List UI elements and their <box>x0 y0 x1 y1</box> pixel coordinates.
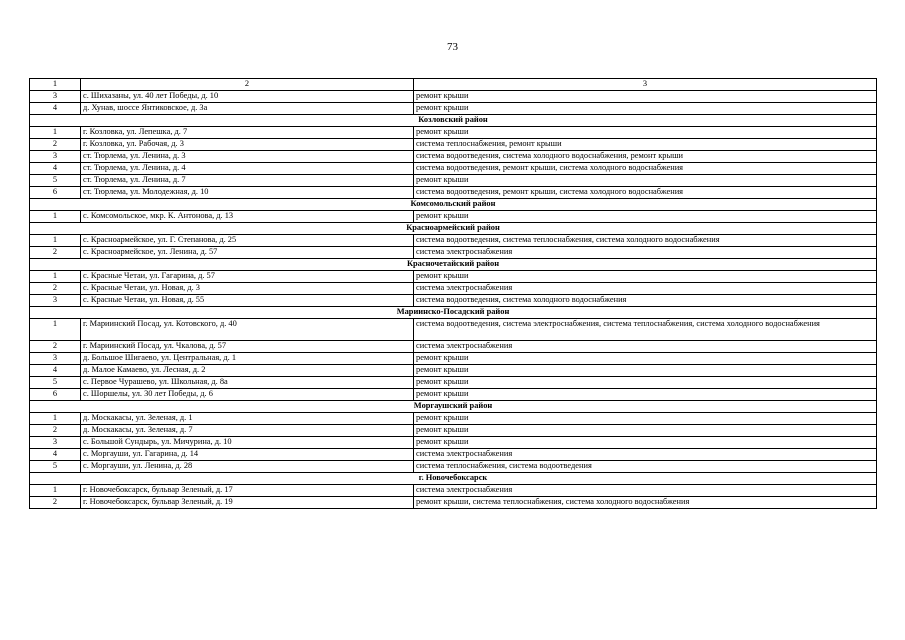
table-row <box>30 139 877 151</box>
work-type-cell: система теплоснабжения, ремонт крыши <box>414 139 877 151</box>
row-number-cell: 2 <box>30 497 81 509</box>
address-cell: д. Хунав, шоссе Янтиковское, д. 3а <box>81 103 414 115</box>
address-cell: г. Мариинский Посад, ул. Котовского, д. 40 <box>81 319 414 341</box>
address-cell: г. Козловка, ул. Рабочая, д. 3 <box>81 139 414 151</box>
row-number-cell: 6 <box>30 187 81 199</box>
row-number-cell: 2 <box>30 283 81 295</box>
address-cell: с. Красноармейское, ул. Г. Степанова, д. 25 <box>81 235 414 247</box>
address-cell: д. Большое Шигаево, ул. Центральная, д. 1 <box>81 353 414 365</box>
work-type-cell: ремонт крыши <box>414 127 877 139</box>
work-type-cell: ремонт крыши <box>414 377 877 389</box>
work-type-cell: система электроснабжения <box>414 341 877 353</box>
work-type-cell: система водоотведения, система холодного водоснабжения <box>414 295 877 307</box>
address-cell: г. Мариинский Посад, ул. Чкалова, д. 57 <box>81 341 414 353</box>
row-number-cell: 3 <box>30 437 81 449</box>
table-row <box>30 365 877 377</box>
section-header-row <box>30 199 877 211</box>
row-number-cell: 1 <box>30 485 81 497</box>
work-type-cell: ремонт крыши <box>414 353 877 365</box>
address-cell: с. Шоршелы, ул. 30 лет Победы, д. 6 <box>81 389 414 401</box>
work-type-cell: ремонт крыши <box>414 211 877 223</box>
table-row <box>30 151 877 163</box>
row-number-cell: 5 <box>30 175 81 187</box>
address-cell: д. Москакасы, ул. Зеленая, д. 7 <box>81 425 414 437</box>
work-type-cell: система теплоснабжения, система водоотведения <box>414 461 877 473</box>
section-title: Красночетайский район <box>30 259 877 271</box>
section-header-row <box>30 401 877 413</box>
address-cell: с. Первое Чурашево, ул. Школьная, д. 8а <box>81 377 414 389</box>
table-row <box>30 389 877 401</box>
table-row <box>30 91 877 103</box>
row-number-cell: 3 <box>30 91 81 103</box>
table-row <box>30 425 877 437</box>
work-type-cell: система электроснабжения <box>414 283 877 295</box>
table-row <box>30 377 877 389</box>
row-number-cell: 1 <box>30 127 81 139</box>
row-number-cell: 2 <box>30 341 81 353</box>
address-cell: с. Моргауши, ул. Гагарина, д. 14 <box>81 449 414 461</box>
work-type-cell: система водоотведения, ремонт крыши, система холодного водоснабжения <box>414 163 877 175</box>
address-cell: г. Новочебоксарск, бульвар Зеленый, д. 19 <box>81 497 414 509</box>
address-cell: д. Москакасы, ул. Зеленая, д. 1 <box>81 413 414 425</box>
table-row <box>30 497 877 509</box>
address-cell: д. Малое Камаево, ул. Лесная, д. 2 <box>81 365 414 377</box>
repair-table <box>29 78 877 509</box>
address-cell: с. Красные Четаи, ул. Новая, д. 3 <box>81 283 414 295</box>
work-type-cell: система водоотведения, система электроснабжения, система теплоснабжения, система холодного водоснабжения <box>414 319 877 341</box>
work-type-cell: система водоотведения, система холодного водоснабжения, ремонт крыши <box>414 151 877 163</box>
table-row <box>30 211 877 223</box>
table-row <box>30 295 877 307</box>
section-header-row <box>30 115 877 127</box>
row-number-cell: 2 <box>30 139 81 151</box>
section-header-row <box>30 307 877 319</box>
table-header-row <box>30 79 877 91</box>
table-row <box>30 175 877 187</box>
work-type-cell: ремонт крыши <box>414 271 877 283</box>
work-type-cell: ремонт крыши <box>414 91 877 103</box>
row-number-cell: 5 <box>30 461 81 473</box>
section-title: г. Новочебоксарск <box>30 473 877 485</box>
address-cell: с. Шихазаны, ул. 40 лет Победы, д. 10 <box>81 91 414 103</box>
row-number-cell: 1 <box>30 413 81 425</box>
row-number-cell: 4 <box>30 103 81 115</box>
work-type-cell: система электроснабжения <box>414 247 877 259</box>
table-row <box>30 485 877 497</box>
address-cell: ст. Тюрлема, ул. Ленина, д. 4 <box>81 163 414 175</box>
table-row <box>30 235 877 247</box>
address-cell: ст. Тюрлема, ул. Ленина, д. 3 <box>81 151 414 163</box>
row-number-cell: 1 <box>30 319 81 341</box>
section-title: Мариинско-Посадский район <box>30 307 877 319</box>
table-row <box>30 413 877 425</box>
table-body <box>30 79 877 509</box>
table-row <box>30 353 877 365</box>
work-type-cell: ремонт крыши <box>414 103 877 115</box>
section-title: Комсомольский район <box>30 199 877 211</box>
section-title: Красноармейский район <box>30 223 877 235</box>
work-type-cell: ремонт крыши <box>414 413 877 425</box>
work-type-cell: ремонт крыши <box>414 365 877 377</box>
work-type-cell: система электроснабжения <box>414 449 877 461</box>
row-number-cell: 4 <box>30 449 81 461</box>
table-row <box>30 461 877 473</box>
address-cell: с. Комсомольское, мкр. К. Антонова, д. 13 <box>81 211 414 223</box>
table-row <box>30 437 877 449</box>
header-cell-3: 3 <box>414 79 877 91</box>
row-number-cell: 3 <box>30 353 81 365</box>
table-row <box>30 283 877 295</box>
section-title: Моргаушский район <box>30 401 877 413</box>
work-type-cell: система электроснабжения <box>414 485 877 497</box>
address-cell: ст. Тюрлема, ул. Молодежная, д. 10 <box>81 187 414 199</box>
page-number: 73 <box>447 41 458 53</box>
work-type-cell: ремонт крыши <box>414 389 877 401</box>
section-header-row <box>30 259 877 271</box>
address-cell: с. Красные Четаи, ул. Новая, д. 55 <box>81 295 414 307</box>
table-row <box>30 271 877 283</box>
header-cell-2: 2 <box>81 79 414 91</box>
address-cell: ст. Тюрлема, ул. Ленина, д. 7 <box>81 175 414 187</box>
header-cell-1: 1 <box>30 79 81 91</box>
row-number-cell: 1 <box>30 211 81 223</box>
work-type-cell: ремонт крыши <box>414 175 877 187</box>
table-row <box>30 187 877 199</box>
row-number-cell: 5 <box>30 377 81 389</box>
table-row <box>30 247 877 259</box>
table-row <box>30 163 877 175</box>
section-title: Козловский район <box>30 115 877 127</box>
address-cell: с. Большой Сундырь, ул. Мичурина, д. 10 <box>81 437 414 449</box>
section-header-row <box>30 223 877 235</box>
table-row <box>30 341 877 353</box>
row-number-cell: 2 <box>30 425 81 437</box>
address-cell: г. Козловка, ул. Лепешка, д. 7 <box>81 127 414 139</box>
row-number-cell: 2 <box>30 247 81 259</box>
row-number-cell: 3 <box>30 151 81 163</box>
work-type-cell: ремонт крыши, система теплоснабжения, система холодного водоснабжения <box>414 497 877 509</box>
row-number-cell: 6 <box>30 389 81 401</box>
address-cell: с. Красные Четаи, ул. Гагарина, д. 57 <box>81 271 414 283</box>
table-row <box>30 449 877 461</box>
row-number-cell: 1 <box>30 235 81 247</box>
work-type-cell: ремонт крыши <box>414 425 877 437</box>
row-number-cell: 3 <box>30 295 81 307</box>
table-row <box>30 319 877 341</box>
work-type-cell: система водоотведения, система теплоснабжения, система холодного водоснабжения <box>414 235 877 247</box>
section-header-row <box>30 473 877 485</box>
address-cell: с. Красноармейское, ул. Ленина, д. 57 <box>81 247 414 259</box>
address-cell: г. Новочебоксарск, бульвар Зеленый, д. 17 <box>81 485 414 497</box>
table-row <box>30 127 877 139</box>
work-type-cell: ремонт крыши <box>414 437 877 449</box>
table-row <box>30 103 877 115</box>
row-number-cell: 1 <box>30 271 81 283</box>
work-type-cell: система водоотведения, ремонт крыши, система холодного водоснабжения <box>414 187 877 199</box>
row-number-cell: 4 <box>30 163 81 175</box>
row-number-cell: 4 <box>30 365 81 377</box>
address-cell: с. Моргауши, ул. Ленина, д. 28 <box>81 461 414 473</box>
